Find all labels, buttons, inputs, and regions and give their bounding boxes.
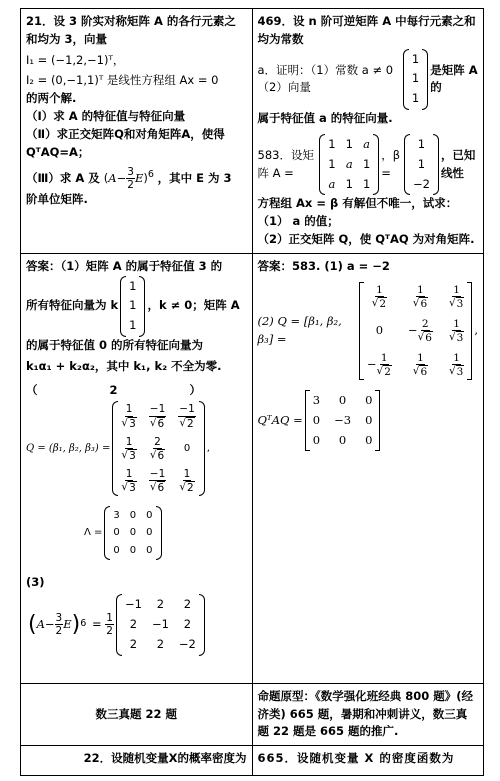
ans21-line-2-post: ，k ≠ 0；矩阵 A [147,298,240,313]
ans21-half: $\frac{1}{2}$ [106,612,113,638]
ans583-q-matrix: 1 √ 2 1 √ 6 1 √ 3 0 − 2 √ 6 1 √ 3 − 1 √ 2 1 √ 6 1 √ 3 [359,282,472,380]
ans21-q-matrix: 1 √ 3 −1 √ 6 −1 √ 2 1 √ 3 2 √ 6 0 1 √ 3 −1 √ 6 1 √ 2 [112,401,204,495]
ans21-paren-left: （ [26,382,38,397]
ans583-q-label: (2) Q = [β₁, β₂, β₃] = [257,313,342,346]
answer-583-cell [252,253,484,683]
ans21-power-result-matrix: −1 2 2 2 −1 2 2 2 −2 [116,594,205,655]
q21-part-3-post: ，其中 E 为 3 阶单位矩阵. [26,170,232,206]
ans21-paren-right: ） [189,382,201,397]
ans583-qt-label: QᵀAQ = [257,412,303,427]
q21-vector-i2: I₂ = (0,−1,1)ᵀ 是线性方程组 Ax = 0 [26,73,219,88]
ans21-line-3: 的属于特征值 0 的所有特征向量为 [26,338,204,352]
ans21-power-expression: ( A − $\frac{3}{2}$ E ) 6 [28,611,87,638]
q583-statement [258,134,479,195]
source-right-cell: 命题原型：《数学强化班经典 800 题》(经济类) 665 题，暑期和冲刺讲义，数三真题 22 题是 665 题的推广. [252,683,484,745]
q583-pre: 583．设矩阵 A = [257,147,314,180]
ans583-diagonal-line [258,390,479,451]
q469-line-b [258,49,479,110]
q21-part-3-expression: (A− $\frac{3}{2}$ E)$^6$ [103,165,154,191]
q469-text-a: 469．设 n 阶可逆矩阵 A 中每行元素之和均为常数 [257,14,476,46]
q469-text-c: 是矩阵 A 的 [430,62,478,95]
q583-matrix-a: 1 1 a 1 a 1 a 1 1 [319,134,379,195]
q583-beta-vector: 1 1 −2 [404,134,439,195]
ans583-q-line: (2) Q = [β₁, β₂, β₃] = 1 √ 2 1 √ 6 1 √ 3 0 − 2 √ 6 1 √ 3 − 1 √ 2 1 √ 6 1 √ 3 , [258,282,479,380]
question-row [21,9,484,254]
question-21-cell [21,9,253,254]
ans21-line-1: 答案：（1）矩阵 A 的属于特征值 3 的 [26,258,223,273]
q21-part-1: （Ⅰ）求 A 的特征值与特征向量 [26,109,186,124]
ans21-power-line: ( A − $\frac{3}{2}$ E ) 6 = $\frac{1}{2}$ −1 2 2 2 −1 2 2 2 −2 [26,594,247,655]
question-469-583-cell [252,9,484,254]
ans21-part-2-marker [26,382,201,400]
ans21-q-matrix-line: Q = (β₁, β₂, β₃) = 1 √ 3 −1 √ 6 −1 √ 2 1 √ 3 2 √ 6 0 1 √ 3 −1 √ 6 1 √ 2 , [26,401,247,495]
q469-text-d: 属于特征值 a 的特征向量. [257,111,393,126]
ans21-lambda-matrix: 3 0 0 0 0 0 0 0 0 [104,506,161,561]
source-row [21,683,484,745]
ans21-part-number: 2 [109,382,118,397]
ans21-lambda-label: Λ = [84,527,103,539]
ans583-diagonal-matrix: 3 0 0 0 −3 0 0 0 0 [305,390,381,451]
ans21-line-4: k₁α₁ + k₂α₂，其中 k₁, k₂ 不全为零. [26,358,222,373]
ans21-lambda-line [84,506,247,561]
ans21-q-label: Q = (β₁, β₂, β₃) = [26,442,111,454]
answer-row [21,253,484,683]
answer-21-cell [21,253,253,683]
q22-cell: 22．设随机变量X的概率密度为 [21,746,253,776]
ans21-part-3-label: (3) [26,575,45,590]
exam-answer-table [20,8,484,776]
ans21-eigenvector-3: 1 1 1 [120,276,145,337]
next-question-row [21,746,484,776]
q469-ones-vector: 1 1 1 [403,49,428,110]
ans583-line-1: 答案：583. (1) a = −2 [257,258,390,273]
q665-cell: 665．设随机变量 X 的密度函数为 [252,746,484,776]
q21-part-3-pre: （Ⅲ）求 A 及 [26,170,100,185]
q21-title: 21．设 3 阶实对称矩阵 A 的各行元素之和均为 3，向量 [26,14,236,46]
q469-text-b: a．证明：（1）常数 a ≠ 0（2）向量 [257,62,394,95]
q21-part-2: （Ⅱ）求正交矩阵Q和对角矩阵A，使得QᵀAQ=A； [26,126,225,159]
source-left-cell: 数三真题 22 题 [21,683,253,745]
q21-two-solutions: 的两个解. [26,91,77,106]
q21-vector-i1: I₁ = (−1,2,−1)ᵀ， [26,52,125,67]
q583-line-3: （2）正交矩阵 Q，使 QᵀAQ 为对角矩阵. [257,231,475,246]
q583-post: ，已知线性 [440,147,476,180]
q583-mid: ，β = [381,147,401,180]
ans21-line-2-pre: 所有特征向量为 k [26,298,119,313]
ans21-line-2 [26,276,247,337]
q583-line-2: 方程组 Ax = β 有解但不唯一，试求：（1） a 的值； [257,196,458,229]
q21-part-3 [26,166,247,209]
